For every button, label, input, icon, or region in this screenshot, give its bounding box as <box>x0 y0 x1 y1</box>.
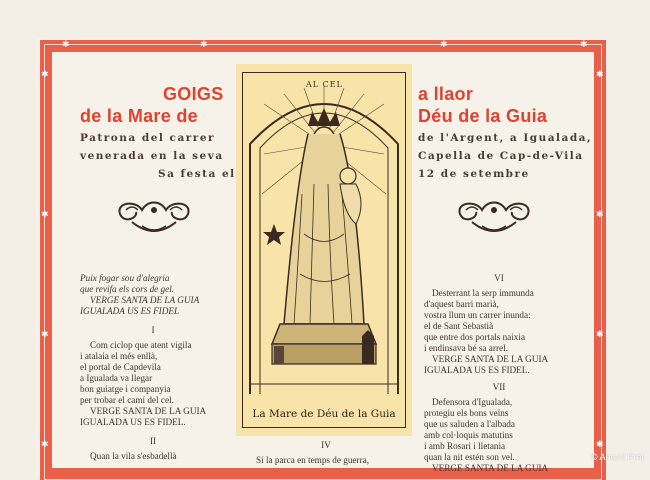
verse-line: que us saluden a l'albada <box>424 419 515 429</box>
refrain-line: VERGE SANTA DE LA GUIA <box>432 463 549 473</box>
verse-line: vostra llum un carrer inunda: <box>424 310 531 320</box>
star-icon: ✱ <box>596 329 604 339</box>
title-goigs: GOIGS <box>163 84 224 104</box>
right-column <box>424 273 574 474</box>
star-icon: ✱ <box>596 439 604 449</box>
subtitle-right-2: Capella de Cap-de-Vila <box>418 150 584 162</box>
refrain-line: IGUALADA US ES FIDEL <box>80 306 180 316</box>
title-deu-de-la-guia: Déu de la Guia <box>418 106 548 126</box>
verse-number: VI <box>494 273 504 283</box>
star-icon: ✱ <box>41 439 49 449</box>
verse-line: amb col·loquis matutins <box>424 430 513 440</box>
subtitle-left-1: Patrona del carrer <box>80 132 216 144</box>
verse-line: el portal de Capdevila <box>80 362 161 372</box>
verse-number: VII <box>492 382 506 392</box>
virgin-picture <box>236 64 412 436</box>
subtitle-left-2: venerada en la seva <box>80 150 224 162</box>
verse-line: d'aquest barri marià, <box>424 299 499 309</box>
title-a-llaor: a llaor <box>418 84 474 104</box>
verse-line: i atalaia el més enllà, <box>80 351 158 361</box>
intro-line: que revifa els cors de gel. <box>80 284 175 294</box>
ornament-right-icon <box>452 196 536 240</box>
verse-line: Com ciclop que atent vigila <box>90 340 192 350</box>
intro-line: Puix fogar sou d'alegria <box>80 273 170 283</box>
verse-line: el de Sant Sebastià <box>424 321 494 331</box>
star-icon: ✱ <box>200 39 208 49</box>
subtitle-left-3: Sa festa el <box>158 168 236 180</box>
virgin-and-child-engraving-icon <box>244 74 404 404</box>
refrain-line: IGUALADA US ES FIDEL. <box>80 417 186 427</box>
middle-column <box>256 440 396 466</box>
subtitle-right-3: 12 de setembre <box>418 168 530 180</box>
verse-line: i amb Rosari i lletania <box>424 441 506 451</box>
verse-line: Defensora d'Igualada, <box>432 397 513 407</box>
verse-line: Quan la vila s'esbadellà <box>90 451 177 461</box>
star-icon: ✱ <box>41 209 49 219</box>
star-icon: ✱ <box>596 69 604 79</box>
verse-line: i endinsava bé sa arrel. <box>424 343 508 353</box>
picture-caption: La Mare de Déu de la Guia <box>252 408 396 420</box>
star-icon: ✱ <box>41 69 49 79</box>
verse-line: Si la parca en temps de guerra, <box>256 455 370 465</box>
ornament-left-icon <box>112 196 196 240</box>
star-icon: ✱ <box>41 329 49 339</box>
arch-inscription: AL CEL <box>306 80 343 89</box>
star-icon: ✱ <box>580 39 588 49</box>
verse-line: bon guiatge i companyia <box>80 384 171 394</box>
refrain-line: VERGE SANTA DE LA GUIA <box>432 354 549 364</box>
copyright-watermark: © Antoni Prat <box>590 452 644 462</box>
refrain-line: IGUALADA US ES FIDEL. <box>424 365 530 375</box>
title-mare-de: de la Mare de <box>80 106 198 126</box>
refrain-line: VERGE SANTA DE LA GUIA <box>90 406 207 416</box>
verse-number: I <box>151 325 155 335</box>
verse-line: a Igualada va llegar <box>80 373 153 383</box>
verse-line: que entre dos portals naixia <box>424 332 526 342</box>
subtitle-right-1: de l'Argent, a Igualada, <box>418 132 593 144</box>
verse-number: IV <box>321 440 331 450</box>
star-icon: ✱ <box>596 209 604 219</box>
star-icon: ✱ <box>440 39 448 49</box>
left-column <box>80 273 226 462</box>
refrain-line: VERGE SANTA DE LA GUIA <box>90 295 200 305</box>
verse-number: II <box>149 436 157 446</box>
verse-line: protegiu els bons veïns <box>424 408 509 418</box>
verse-line: Desterrant la serp immunda <box>432 288 534 298</box>
star-icon: ✱ <box>62 39 70 49</box>
verse-line: per trobar el camí del cel. <box>80 395 174 405</box>
verse-line: quan la nit estén son vel. <box>424 452 515 462</box>
